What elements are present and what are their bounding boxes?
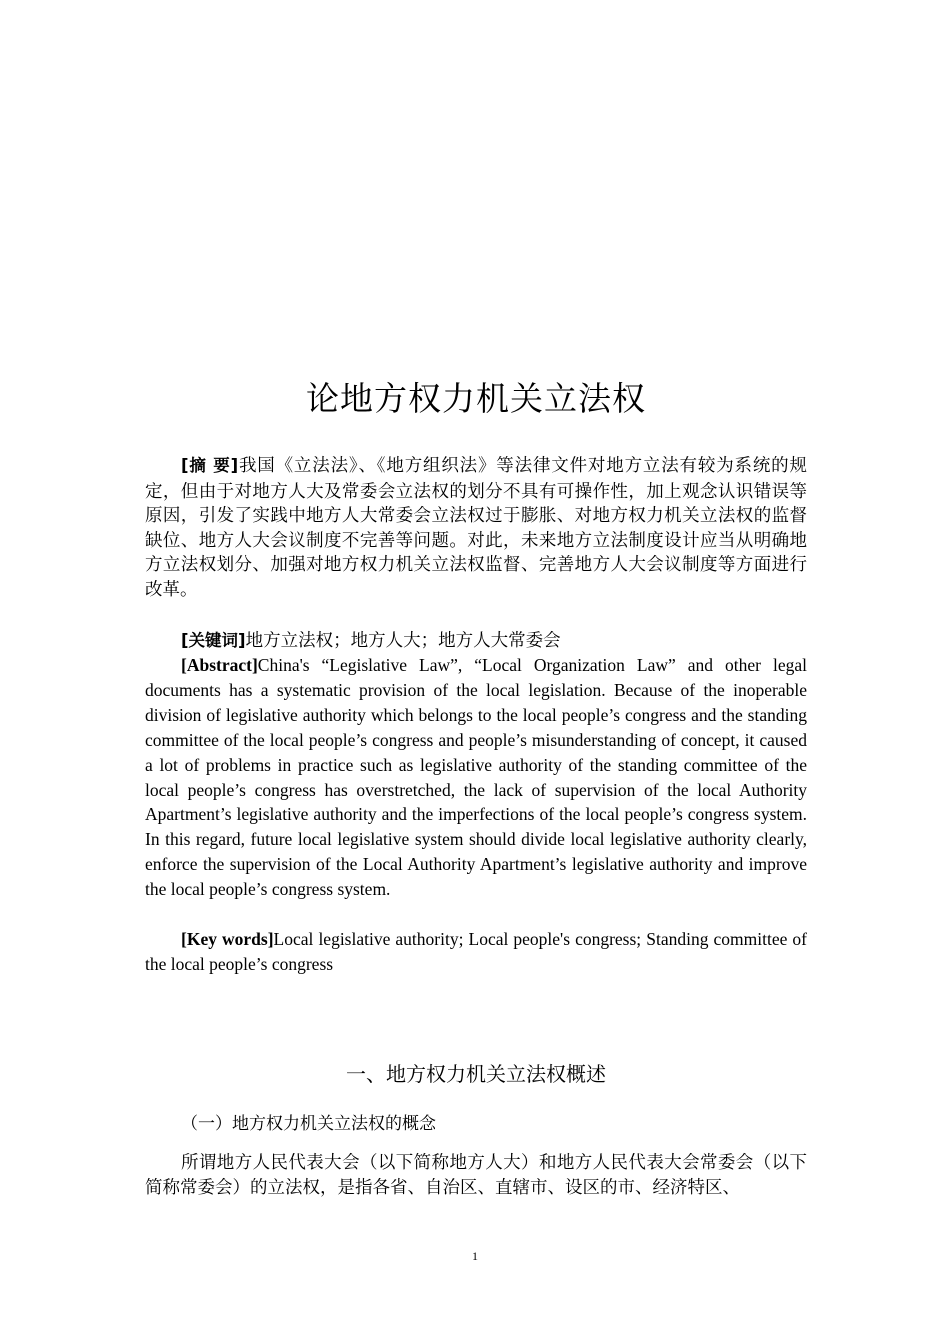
chinese-abstract [145, 453, 807, 601]
page-number: 1 [472, 1249, 478, 1263]
abstract-cn-label: [摘 要] [181, 456, 239, 475]
paper-title: 论地方权力机关立法权 [306, 379, 646, 418]
abstract-en-text: China's “Legislative Law”, “Local Organization Law” and other legal documents has a systematic provision of the local legislation. Because of the inoperable division of legislative authority which belongs to the local people’s congress and the standing committee of the local people’s congress and people’s misunderstanding of concept, it caused a lot of problems in practice such as legislative authority of the standing committee of the local people’s congress has overstretched, the lack of supervision of the local Authority Apartment’s legislative authority and the imperfections of the local people’s congress system. In this regard, future local legislative system should divide local legislative authority clearly, enforce the supervision of the Local Authority Apartment’s legislative authority and improve the local people’s congress system. [145, 655, 807, 900]
keywords-en-label: [Key words] [181, 929, 274, 949]
abstract-cn-text: 我国《立法法》、《地方组织法》等法律文件对地方立法有较为系统的规定，但由于对地方人大及常委会立法权的划分不具有可操作性，加上观念认识错误等原因，引发了实践中地方人大常委会立法权过于膨胀、对地方权力机关立法权的监督缺位、地方人大会议制度不完善等问题。对此，未来地方立法制度设计应当从明确地方立法权划分、加强对地方权力机关立法权监督、完善地方人大会议制度等方面进行改革。 [145, 455, 807, 599]
section-heading: 一、地方权力机关立法权概述 [346, 1062, 606, 1086]
body-paragraph: 所谓地方人民代表大会（以下简称地方人大）和地方人民代表大会常委会（以下简称常委会）的立法权，是指各省、自治区、直辖市、设区的市、经济特区、 [145, 1152, 807, 1197]
english-abstract [145, 653, 807, 902]
subsection-heading: （一）地方权力机关立法权的概念 [181, 1114, 436, 1134]
keywords-cn-text: 地方立法权；地方人大；地方人大常委会 [245, 630, 561, 650]
keywords-en-text: Local legislative authority; Local people's congress; Standing committee of the local people’s congress [145, 929, 807, 974]
chinese-keywords [145, 628, 807, 653]
english-keywords [145, 927, 807, 977]
abstract-en-label: [Abstract] [181, 655, 258, 675]
keywords-cn-label: [关键词] [181, 631, 246, 650]
